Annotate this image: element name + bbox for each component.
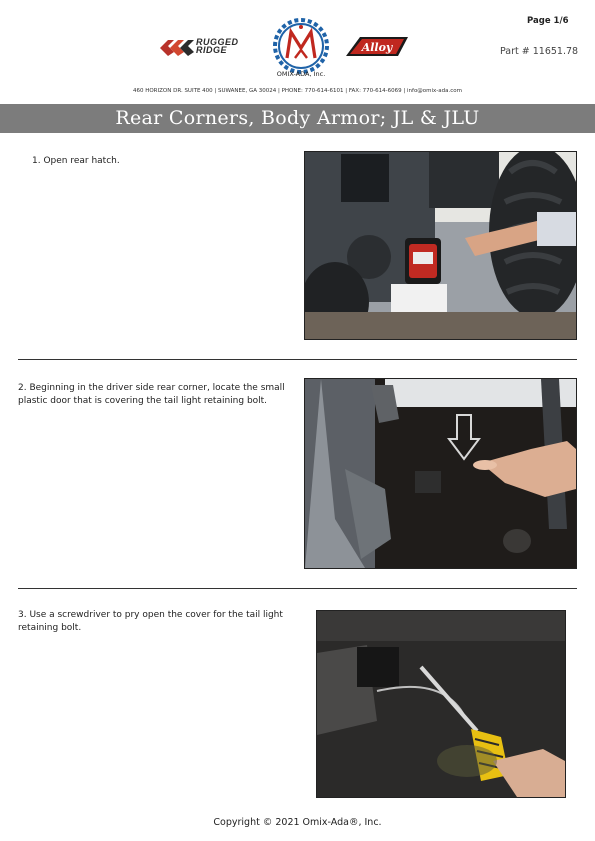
page-title: Rear Corners, Body Armor; JL & JLU bbox=[115, 107, 480, 129]
omix-ada-logo bbox=[273, 18, 329, 74]
screwdriver-pry-photo bbox=[316, 610, 566, 798]
copyright-notice: Copyright © 2021 Omix-Ada®, Inc. bbox=[213, 817, 382, 828]
step-divider bbox=[18, 359, 577, 360]
alloy-logo-text: Alloy bbox=[361, 41, 393, 54]
step-3-text: 3. Use a screwdriver to pry open the cover for the tail light retaining bolt. bbox=[18, 610, 283, 633]
alloy-logo-icon bbox=[342, 34, 412, 60]
title-bar bbox=[0, 104, 595, 133]
step-divider bbox=[18, 588, 577, 589]
rugged-ridge-logo bbox=[160, 38, 258, 58]
company-address: 460 HORIZON DR. SUITE 400 | SUWANEE, GA 30024 | PHONE: 770-614-6101 | FAX: 770-614-6069 | info@omix-ada.com bbox=[132, 88, 463, 94]
rugged-ridge-line1: RUGGED bbox=[196, 37, 239, 47]
step-1-text: 1. Open rear hatch. bbox=[32, 156, 120, 166]
company-name: OMIX-ADA, Inc. bbox=[276, 70, 326, 78]
rugged-ridge-line2: RIDGE bbox=[196, 45, 228, 55]
part-number: Part # 11651.78 bbox=[500, 46, 579, 57]
alloy-usa-logo bbox=[342, 34, 412, 60]
omix-gear-icon bbox=[273, 18, 329, 74]
rear-corner-interior-photo bbox=[304, 378, 577, 569]
jeep-rear-hatch-photo bbox=[304, 151, 577, 340]
page-number: Page 1/6 bbox=[527, 16, 569, 26]
rugged-ridge-mark-icon bbox=[160, 40, 194, 56]
step-2-text: 2. Beginning in the driver side rear corner, locate the small plastic door that is covering the tail light retaining bolt. bbox=[18, 383, 285, 406]
